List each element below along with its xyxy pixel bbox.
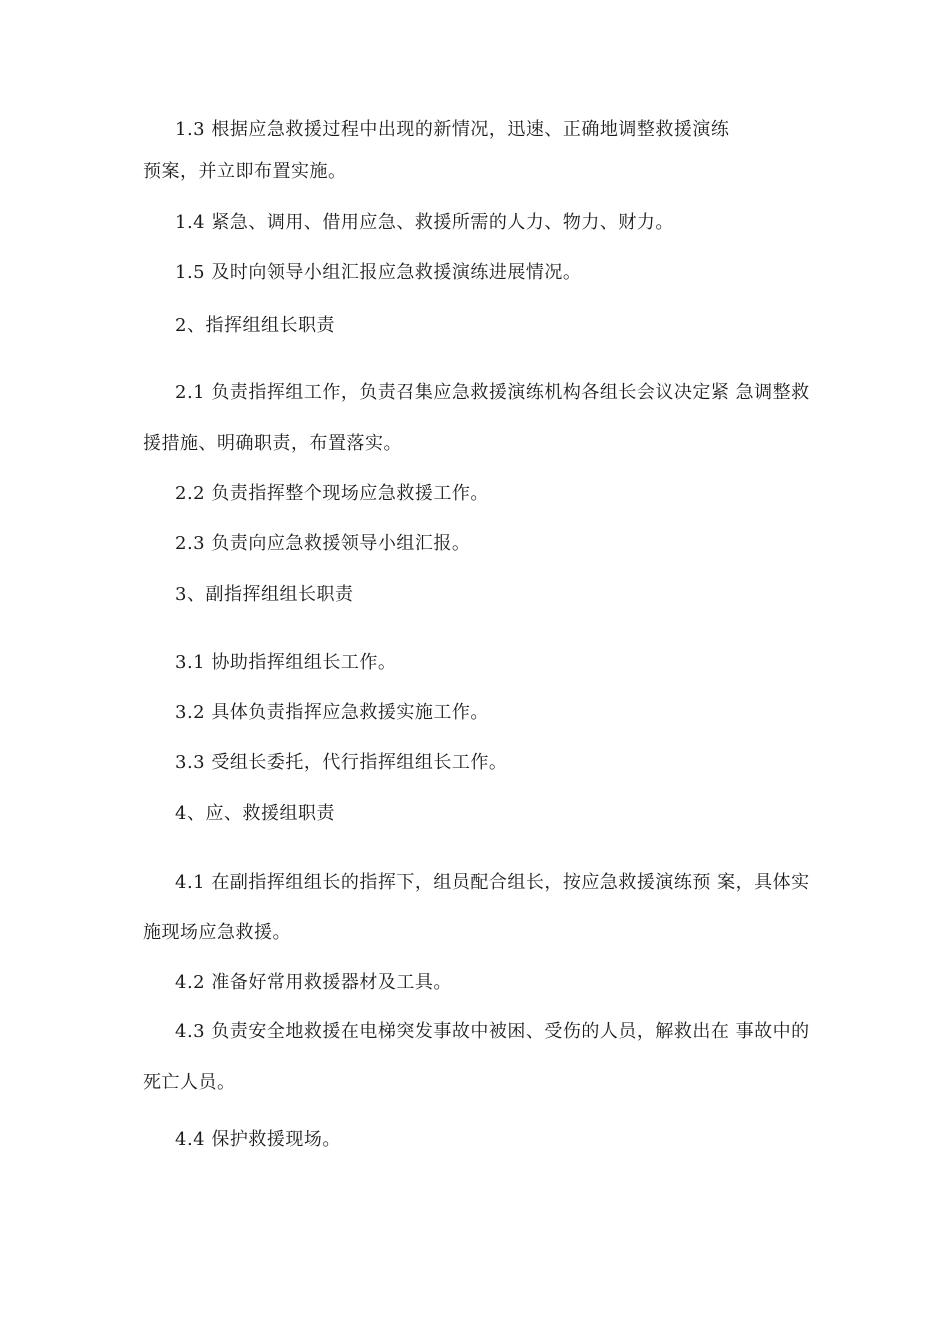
- paragraph-3-3: 3.3 受组长委托，代行指挥组组长工作。: [175, 752, 508, 773]
- paragraph-1-3-line-1: 1.3 根据应急救援过程中出现的新情况，迅速、正确地调整救援演练: [175, 119, 730, 140]
- paragraph-1-3-line-2: 预案，并立即布置实施。: [143, 161, 347, 182]
- paragraph-2-1-line-2: 援措施、明确职责，布置落实。: [143, 433, 402, 454]
- paragraph-3-1: 3.1 协助指挥组组长工作。: [175, 652, 397, 673]
- paragraph-3-2: 3.2 具体负责指挥应急救援实施工作。: [175, 702, 489, 723]
- paragraph-4-3-line-2: 死亡人员。: [143, 1072, 236, 1093]
- paragraph-4-1-line-2: 施现场应急救援。: [143, 922, 291, 943]
- paragraph-4-1-line-1: 4.1 在副指挥组组长的指挥下，组员配合组长，按应急救援演练预 案，具体实: [175, 872, 810, 893]
- paragraph-4-2: 4.2 准备好常用救援器材及工具。: [175, 972, 452, 993]
- paragraph-2-3: 2.3 负责向应急救援领导小组汇报。: [175, 533, 471, 554]
- paragraph-4-3-line-1: 4.3 负责安全地救援在电梯突发事故中被困、受伤的人员，解救出在 事故中的: [175, 1021, 810, 1042]
- heading-section-2: 2、指挥组组长职责: [175, 315, 335, 336]
- paragraph-4-4: 4.4 保护救援现场。: [175, 1129, 341, 1150]
- paragraph-2-1-line-1: 2.1 负责指挥组工作，负责召集应急救援演练机构各组长会议决定紧 急调整救: [175, 382, 810, 403]
- paragraph-1-4: 1.4 紧急、调用、借用应急、救援所需的人力、物力、财力。: [175, 212, 674, 233]
- heading-section-4: 4、应、救援组职责: [175, 803, 335, 824]
- paragraph-1-5: 1.5 及时向领导小组汇报应急救援演练进展情况。: [175, 262, 582, 283]
- heading-section-3: 3、副指挥组组长职责: [175, 584, 354, 605]
- paragraph-2-2: 2.2 负责指挥整个现场应急救援工作。: [175, 483, 489, 504]
